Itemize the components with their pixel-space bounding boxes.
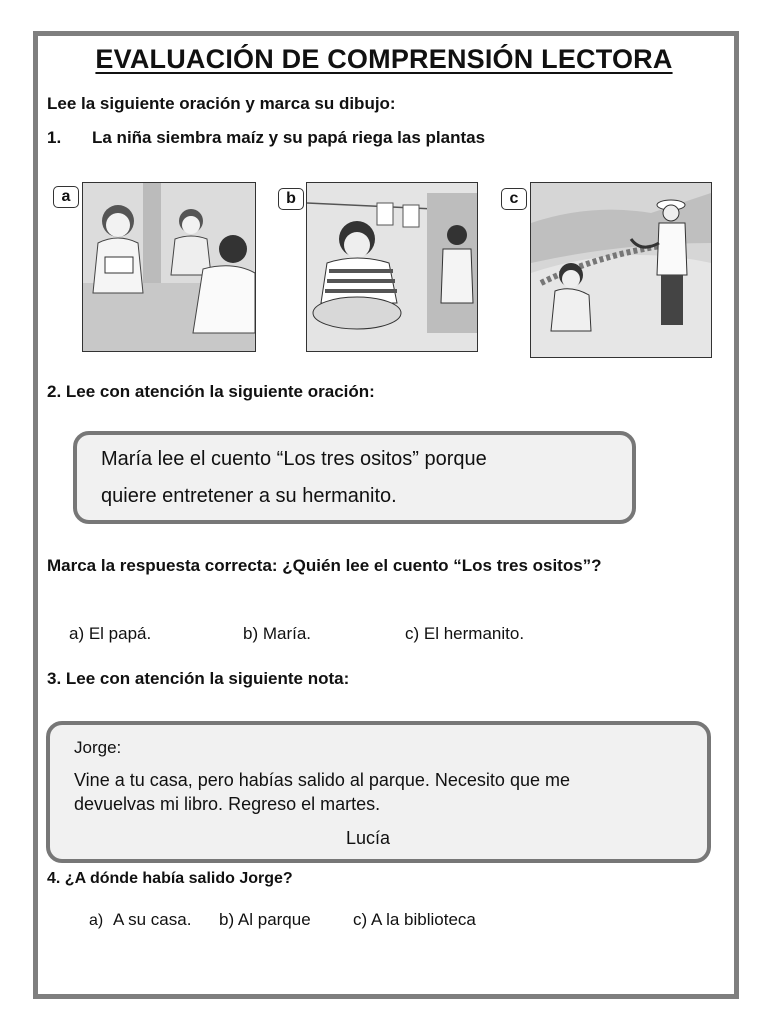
note-line2: devuelvas mi libro. Regreso el martes. [74, 794, 381, 814]
option-b-picture[interactable] [306, 182, 478, 352]
option-a-picture[interactable] [82, 182, 256, 352]
q2-question: Marca la respuesta correcta: ¿Quién lee el cuento “Los tres ositos”? [47, 556, 602, 575]
girl-planting-father-watering-icon [531, 183, 711, 357]
q4-question: 4. ¿A dónde había salido Jorge? [47, 870, 293, 887]
q2-answer-c[interactable]: c) El hermanito. [405, 624, 525, 643]
q4-answer-b[interactable]: b) Al parque [219, 910, 311, 929]
q2-sentence-box [73, 431, 636, 524]
option-a-tag: a [53, 186, 79, 208]
q4-answer-a-letter[interactable]: a) [89, 912, 104, 929]
q2-heading: 2. Lee con atención la siguiente oración: [47, 382, 375, 401]
q4-answer-c[interactable]: c) A la biblioteca [353, 910, 476, 929]
q2-box-line1: María lee el cuento “Los tres ositos” porque [101, 448, 487, 470]
q2-answer-a[interactable]: a) El papá. [69, 624, 152, 643]
q4-answer-a[interactable]: A su casa. [113, 910, 192, 929]
option-c-tag: c [501, 188, 527, 210]
note-line1: Vine a tu casa, pero habías salido al parque. Necesito que me [74, 770, 570, 790]
page-title: EVALUACIÓN DE COMPRENSIÓN LECTORA [95, 44, 673, 74]
children-reading-icon [83, 183, 255, 351]
instruction: Lee la siguiente oración y marca su dibujo: [47, 94, 396, 113]
q2-answer-b[interactable]: b) María. [243, 624, 312, 643]
q3-heading: 3. Lee con atención la siguiente nota: [47, 669, 350, 688]
note-recipient: Jorge: [74, 738, 122, 757]
q2-box-line2: quiere entretener a su hermanito. [101, 485, 397, 507]
q1-sentence: La niña siembra maíz y su papá riega las plantas [92, 128, 486, 147]
option-b-tag: b [278, 188, 304, 210]
note-signature: Lucía [346, 828, 391, 848]
boy-washing-clothes-icon [307, 183, 477, 351]
q1-number: 1. [47, 128, 62, 147]
option-c-picture[interactable] [530, 182, 712, 358]
